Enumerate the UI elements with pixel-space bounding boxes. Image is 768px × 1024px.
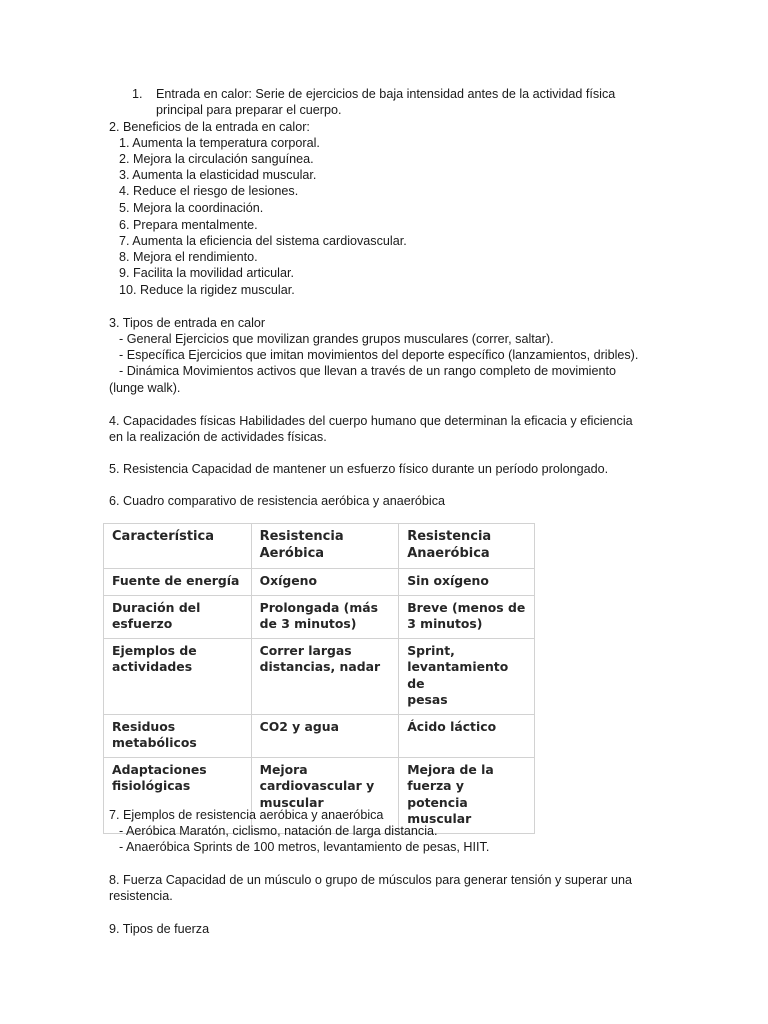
section1-line2: principal para preparar el cuerpo. <box>156 103 342 117</box>
table-header-cell: Resistencia Anaeróbica <box>399 524 535 569</box>
table-cell: Mejora de la fuerza y potencia muscular <box>399 757 535 833</box>
table-row <box>104 714 535 757</box>
table-cell: Residuos metabólicos <box>104 714 252 757</box>
table-cell: Sin oxígeno <box>399 569 535 596</box>
table-cell: Sprint, levantamiento de pesas <box>399 638 535 714</box>
section9-heading: 9. Tipos de fuerza <box>109 922 210 936</box>
section3-continuation: (lunge walk). <box>109 381 181 395</box>
section8-line2: resistencia. <box>109 889 173 903</box>
section5-line1: 5. Resistencia Capacidad de mantener un esfuerzo físico durante un período prolongado. <box>109 462 609 476</box>
table-cell: Ejemplos de actividades <box>104 638 252 714</box>
table-cell: Correr largas distancias, nadar <box>251 638 399 714</box>
list-item: 4. Reduce el riesgo de lesiones. <box>119 184 299 198</box>
table-cell: Oxígeno <box>251 569 399 596</box>
table-cell: Ácido láctico <box>399 714 535 757</box>
section4-line1: 4. Capacidades físicas Habilidades del cuerpo humano que determinan la eficacia y eficiencia <box>109 414 633 428</box>
table-header-cell: Característica <box>104 524 252 569</box>
table-cell: Duración del esfuerzo <box>104 595 252 638</box>
table-cell: Prolongada (más de 3 minutos) <box>251 595 399 638</box>
list-item: - Anaeróbica Sprints de 100 metros, levantamiento de pesas, HIIT. <box>119 840 490 854</box>
list-item: 6. Prepara mentalmente. <box>119 218 258 232</box>
table-cell: Fuente de energía <box>104 569 252 596</box>
list-item: 3. Aumenta la elasticidad muscular. <box>119 168 317 182</box>
table-cell: Adaptaciones fisiológicas <box>104 757 252 833</box>
list-item: 2. Mejora la circulación sanguínea. <box>119 152 314 166</box>
table-cell: Breve (menos de 3 minutos) <box>399 595 535 638</box>
section3-heading: 3. Tipos de entrada en calor <box>109 316 266 330</box>
table-row <box>104 569 535 596</box>
section4-line2: en la realización de actividades físicas. <box>109 430 327 444</box>
list-item: 7. Aumenta la eficiencia del sistema cardiovascular. <box>119 234 407 248</box>
section1-line1: Entrada en calor: Serie de ejercicios de baja intensidad antes de la actividad física <box>156 87 616 101</box>
table-header-row <box>104 524 535 569</box>
list-item: - General Ejercicios que movilizan grandes grupos musculares (correr, saltar). <box>119 332 554 346</box>
table-cell: Mejora cardiovascular y muscular <box>251 757 399 833</box>
list-item: 8. Mejora el rendimiento. <box>119 250 258 264</box>
section1-number: 1. <box>132 87 143 101</box>
list-item: 10. Reduce la rigidez muscular. <box>119 283 295 297</box>
section2-heading: 2. Beneficios de la entrada en calor: <box>109 120 310 134</box>
section7-heading: 7. Ejemplos de resistencia aeróbica y anaeróbica <box>109 808 384 822</box>
table-cell: CO2 y agua <box>251 714 399 757</box>
table-row <box>104 638 535 714</box>
list-item: - Dinámica Movimientos activos que llevan a través de un rango completo de movimiento <box>119 364 616 378</box>
list-item: - Aeróbica Maratón, ciclismo, natación de larga distancia. <box>119 824 438 838</box>
comparison-table <box>103 523 535 834</box>
list-item: - Específica Ejercicios que imitan movimientos del deporte específico (lanzamientos, dribles). <box>119 348 639 362</box>
section8-line1: 8. Fuerza Capacidad de un músculo o grupo de músculos para generar tensión y superar una <box>109 873 632 887</box>
table-header-cell: Resistencia Aeróbica <box>251 524 399 569</box>
table-row <box>104 595 535 638</box>
list-item: 9. Facilita la movilidad articular. <box>119 266 294 280</box>
list-item: 5. Mejora la coordinación. <box>119 201 264 215</box>
list-item: 1. Aumenta la temperatura corporal. <box>119 136 320 150</box>
section6-heading: 6. Cuadro comparativo de resistencia aeróbica y anaeróbica <box>109 494 446 508</box>
